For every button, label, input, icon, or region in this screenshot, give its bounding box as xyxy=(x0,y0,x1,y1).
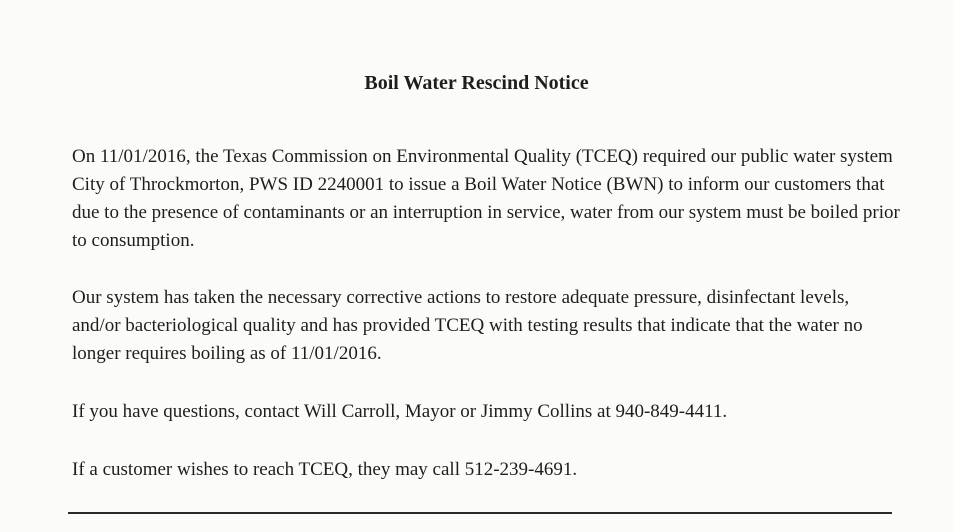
notice-title: Boil Water Rescind Notice xyxy=(364,72,589,94)
notice-paragraph-tceq: If a customer wishes to reach TCEQ, they may call 512-239-4691. xyxy=(72,459,578,480)
bottom-divider xyxy=(68,512,892,514)
notice-paragraph-rescind: Our system has taken the necessary corrective actions to restore adequate pressure, disinfectant levels, and/or bacteriological quality and has provided TCEQ with testing results that indicate that the water no longer requires boiling as of 11/01/2016. xyxy=(72,287,863,364)
notice-paragraph-issue: On 11/01/2016, the Texas Commission on Environmental Quality (TCEQ) required our public water system City of Throckmorton, PWS ID 2240001 to issue a Boil Water Notice (BWN) to inform our customers that due to the presence of contaminants or an interruption in service, water from our system must be boiled prior to consumption. xyxy=(72,146,900,251)
notice-paragraph-contact: If you have questions, contact Will Carroll, Mayor or Jimmy Collins at 940-849-4411. xyxy=(72,401,728,422)
